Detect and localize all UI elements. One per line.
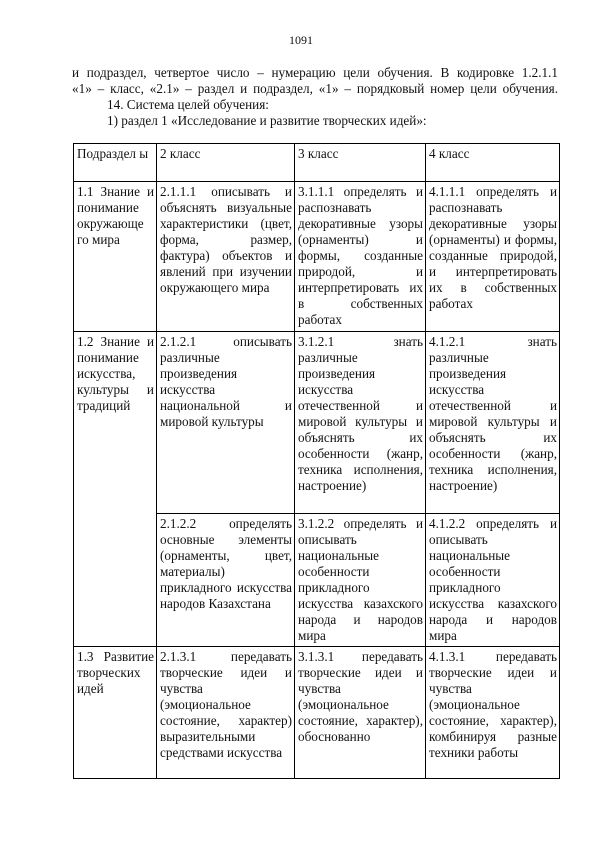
learning-goals-table xyxy=(73,143,560,779)
subsection-cell: 1.2 Знание и понимание искусства, культуры и традиций xyxy=(74,332,157,647)
grade4-cell: 4.1.1.1 определять и распознавать декоративные узоры (орнаменты) и формы, созданные природой, и интерпретировать их в собственных работах xyxy=(426,182,560,332)
grade2-cell: 2.1.1.1 описывать и объяснять визуальные характеристики (цвет, форма, размер, фактура) объектов и явлений при изучении окружающего мира xyxy=(157,182,295,332)
grade4-cell: 4.1.2.1 знать различные произведения искусства отечественной и мировой культуры и объяснять их особенности (жанр, техника исполнения, настроение) xyxy=(426,332,560,514)
table-row xyxy=(74,647,560,779)
grade3-cell: 3.1.2.1 знать различные произведения искусства отечественной и мировой культуры и объяснять их особенности (жанр, техника исполнения, настроение) xyxy=(295,332,426,514)
intro-line-4: 1) раздел 1 «Исследование и развитие творческих идей»: xyxy=(107,113,427,128)
subsection-cell: 1.1 Знание и понимание окружающе го мира xyxy=(74,182,157,332)
table-row xyxy=(74,182,560,332)
header-grade-3: 3 класс xyxy=(295,144,426,182)
grade3-cell: 3.1.2.2 определять и описывать национальные особенности прикладного искусства казахского народа и народов мира xyxy=(295,514,426,647)
grade2-cell: 2.1.2.2 определять основные элементы (орнаменты, цвет, материалы) прикладного искусства народов Казахстана xyxy=(157,514,295,647)
grade3-cell: 3.1.3.1 передавать творческие идеи и чувства (эмоциональное состояние, характер), обоснованно xyxy=(295,647,426,779)
grade4-cell: 4.1.3.1 передавать творческие идеи и чувства (эмоциональное состояние, характер), комбинируя разные техники работы xyxy=(426,647,560,779)
header-grade-2: 2 класс xyxy=(157,144,295,182)
intro-line-1: и подраздел, четвертое число – нумерацию цели обучения. В кодировке 1.2.1.1 xyxy=(72,65,558,80)
grade2-cell: 2.1.3.1 передавать творческие идеи и чувства (эмоциональное состояние, характер) выразительными средствами искусства xyxy=(157,647,295,779)
grade3-cell: 3.1.1.1 определять и распознавать декоративные узоры (орнаменты) и формы, созданные природой, и интерпретировать их в собственных работах xyxy=(295,182,426,332)
page-number: 1091 xyxy=(289,33,313,47)
table-row xyxy=(74,332,560,514)
intro-line-2: «1» – класс, «2.1» – раздел и подраздел, «1» – порядковый номер цели обучения. xyxy=(72,81,558,96)
table-header-row xyxy=(74,144,560,182)
intro-line-3: 14. Система целей обучения: xyxy=(107,97,269,112)
grade4-cell: 4.1.2.2 определять и описывать национальные особенности прикладного искусства казахского народа и народов мира xyxy=(426,514,560,647)
grade2-cell: 2.1.2.1 описывать различные произведения искусства национальной и мировой культуры xyxy=(157,332,295,514)
header-subsection: Подраздел ы xyxy=(74,144,157,182)
header-grade-4: 4 класс xyxy=(426,144,560,182)
subsection-cell: 1.3 Развитие творческих идей xyxy=(74,647,157,779)
